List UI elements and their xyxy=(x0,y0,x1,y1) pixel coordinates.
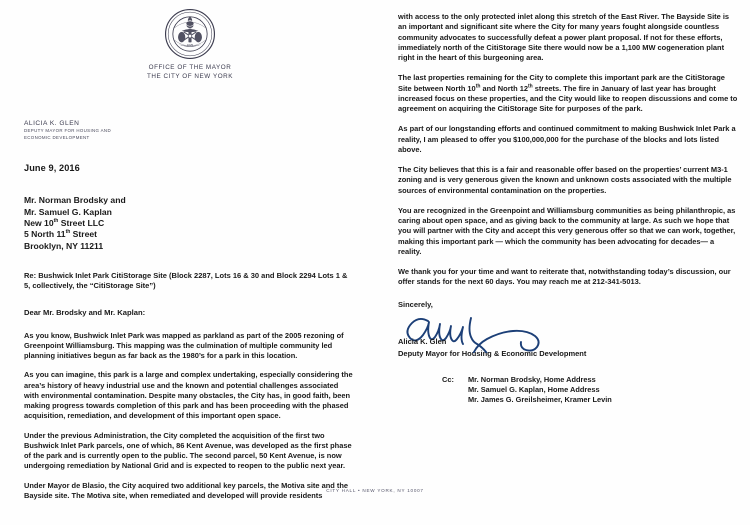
body-paragraph: The City believes that this is a fair and reasonable offer based on the properties’ current M3-1 zoning and is very generous given the known and unknown costs associated with the multiple sources of environmental contamination on the properties. xyxy=(398,165,732,195)
letter-date: June 9, 2016 xyxy=(24,163,80,174)
salutation: Dear Mr. Brodsky and Mr. Kaplan: xyxy=(24,307,146,317)
cc-item: Mr. James G. Greilsheimer, Kramer Levin xyxy=(468,395,612,405)
cc-item: Mr. Norman Brodsky, Home Address xyxy=(468,374,596,384)
signature-name: Alicia K. Glen xyxy=(398,336,447,346)
signature-block xyxy=(398,307,740,349)
body-paragraph-offer: As part of our longstanding efforts and continued commitment to making Bushwick Inlet Park a reality, I am pleased to offer you $100,000,000 for the purchase of the blocks and lots listed above. xyxy=(398,124,736,154)
signature-role: Deputy Mayor for Housing & Economic Development xyxy=(398,348,587,358)
recipient-line-2: Mr. Samuel G. Kaplan xyxy=(24,206,112,217)
sender-title-line1: DEPUTY MAYOR FOR HOUSING AND xyxy=(24,128,111,133)
letter-column-right xyxy=(398,12,740,406)
cc-item: Mr. Samuel G. Kaplan, Home Address xyxy=(468,385,600,395)
recipient-line-3: New 10th Street LLC xyxy=(24,218,105,228)
letterhead-city: THE CITY OF NEW YORK xyxy=(147,72,233,80)
svg-text:1625: 1625 xyxy=(186,42,194,47)
body-paragraph: As you know, Bushwick Inlet Park was mapped as parkland as part of the 2005 rezoning of Greenpoint Williamsburg. This mapping was the culmination of multiple community led planning initiatives begun as far back as the 1980’s for a park in this location. xyxy=(24,330,344,361)
body-paragraph: with access to the only protected inlet along this stretch of the East River. The Bayside Site is an important and significant site where the City for many years fought alongside countless community advocates to successfully defeat a power plant proposal. If not for these efforts, immediately north of the CitiStorage Site there would now be a 1,100 MW cogeneration plant right in the heart of this burgeoning area. xyxy=(398,12,730,62)
page-footer: CITY HALL • NEW YORK, NY 10007 xyxy=(326,488,424,493)
subject-line xyxy=(24,271,354,291)
letterhead xyxy=(14,0,366,81)
subject-text: Bushwick Inlet Park CitiStorage Site (Block 2287, Lots 16 & 30 and Block 2294 Lots 1 & 5, collectively, the “CitiStorage Site”) xyxy=(24,271,348,291)
body-paragraph: Under the previous Administration, the City completed the acquisition of the first two Bushwick Inlet Park parcels, one of which, 86 Kent Avenue, was developed as the first phase of the park and is currently open to the public. The second parcel, 50 Kent Avenue, is now undergoing remediation by National Grid and is expected to reopen to the public next year. xyxy=(24,430,352,471)
recipient-line-4: 5 North 11th Street xyxy=(24,229,98,240)
recipient-line-1: Mr. Norman Brodsky and xyxy=(24,195,126,206)
body-paragraph: The last properties remaining for the City to complete this important park are the CitiStorage Site between North 10th and North 12th streets. The fire in January of last year has brought increased focus on these properties, and the City would like to reopen discussions and come to agreement on acquiring the CitiStorage Site for purposes of the park. xyxy=(398,73,738,113)
subject-label: Re: xyxy=(24,271,37,281)
cc-label: Cc: xyxy=(442,374,454,384)
recipient-line-5: Brooklyn, NY 11211 xyxy=(24,240,104,251)
cc-recipients xyxy=(468,375,612,406)
nyc-city-seal-icon xyxy=(164,8,216,60)
sender-title-line2: ECONOMIC DEVELOPMENT xyxy=(24,134,90,140)
closing-salutation: Sincerely, xyxy=(398,299,433,309)
cc-block xyxy=(442,375,740,406)
body-paragraph-closing: We thank you for your time and want to reiterate that, notwithstanding today’s discussion, our offer stands for the next 60 days. You may reach me at 212-341-5013. xyxy=(398,267,731,287)
letter-column-left xyxy=(14,0,366,525)
sender-name: ALICIA K. GLEN xyxy=(24,120,80,127)
body-paragraph: As you can imagine, this park is a large and complex undertaking, especially considering the area’s history of heavy industrial use and the known and potential challenges associated with environmental contamination. Despite many obstacles, the City has, in good faith, been making progress towards completion of this park and has been proceeding with the phased acquisition, remediation, and development of this important open space. xyxy=(24,370,353,421)
letterhead-office: OFFICE OF THE MAYOR xyxy=(148,64,232,71)
sender-block xyxy=(24,119,366,141)
body-paragraph: Under Mayor de Blasio, the City acquired two additional key parcels, the Motiva site and the Bayside site. The Motiva site, when remediated and developed will provide residents xyxy=(24,480,349,500)
recipient-address xyxy=(24,195,366,252)
body-paragraph: You are recognized in the Greenpoint and Williamsburg communities as being philanthropic, as caring about open space, and as giving back to the community at large. As such we hope that you will partner with the City and accept this very generous offer so that we can work, together, making this important park — which the community has been advocating for decades— a reality. xyxy=(398,205,736,256)
